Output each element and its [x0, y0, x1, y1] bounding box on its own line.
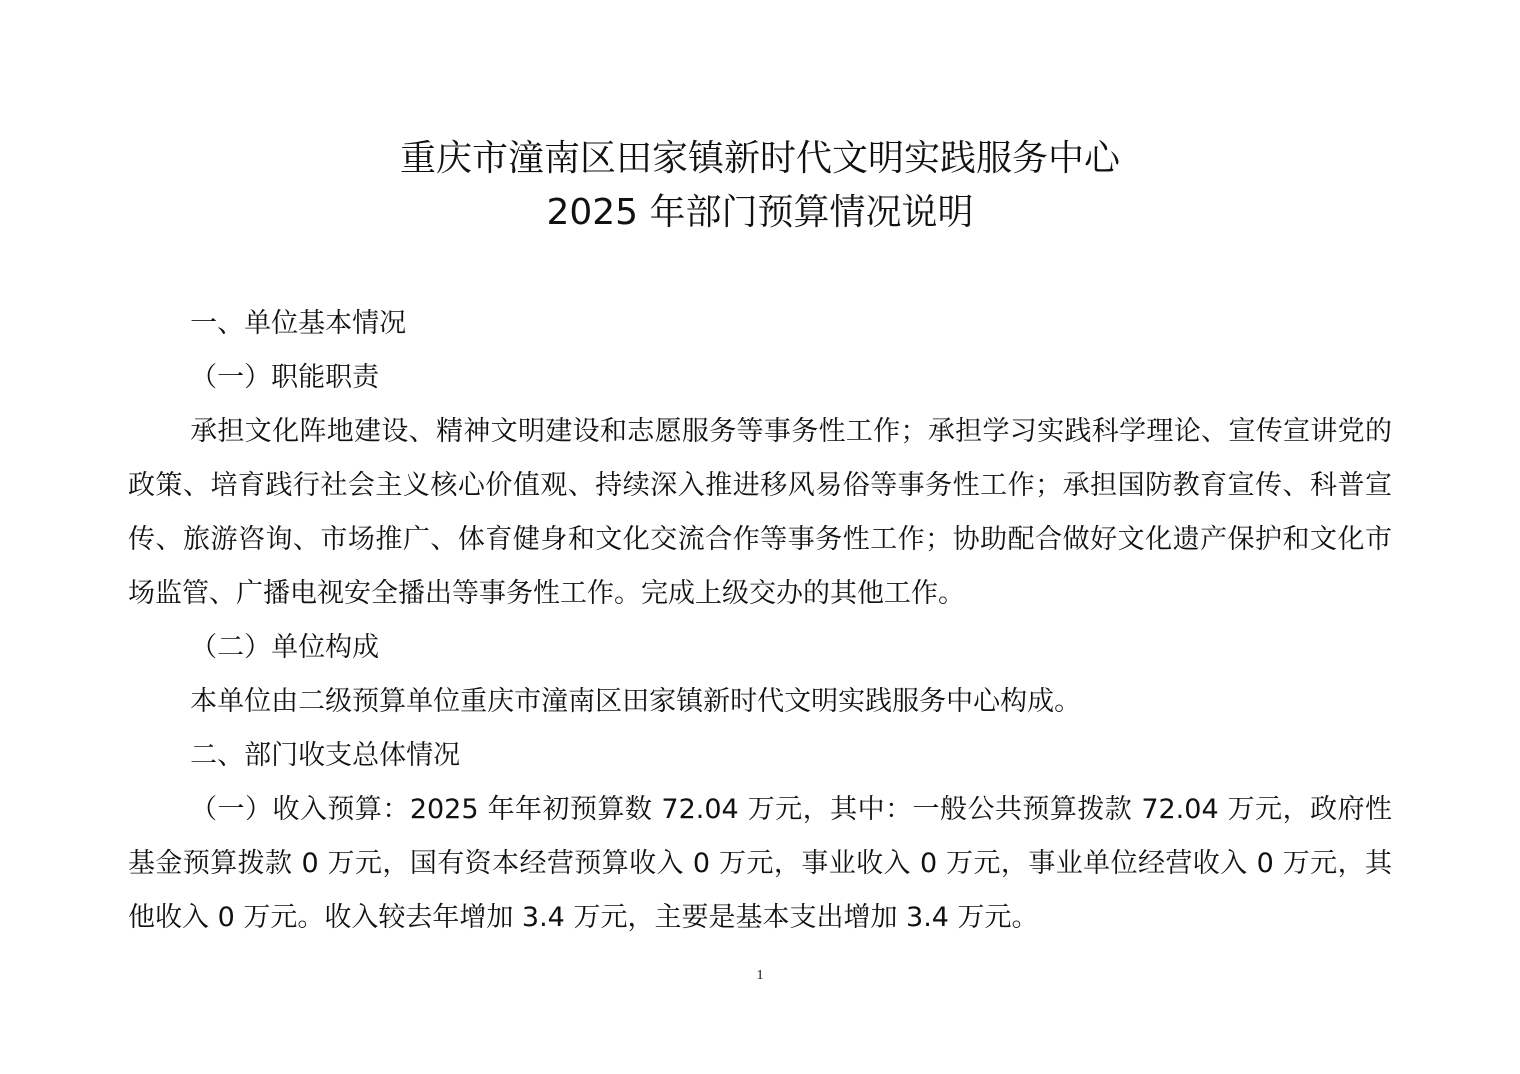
document-title — [0, 132, 1520, 240]
paragraph-composition: 本单位由二级预算单位重庆市潼南区田家镇新时代文明实践服务中心构成。 — [190, 686, 1082, 717]
paragraph-income-budget: （一）收入预算：2025 年年初预算数 72.04 万元，其中：一般公共预算拨款 72.04 万元，政府性基金预算拨款 0 万元，国有资本经营预算收入 0 万元，事业收入 0 万元，事业单位经营收入 0 万元，其他收入 0 万元。收入较去年增加 3.4 万元，主要是基本支出增加 3.4 万元。 — [128, 794, 1392, 933]
subsection-heading-duties: （一）职能职责 — [190, 362, 380, 393]
title-line-1: 重庆市潼南区田家镇新时代文明实践服务中心 — [399, 138, 1120, 179]
section-heading-budget-overview: 二、部门收支总体情况 — [190, 740, 461, 771]
paragraph-duties: 承担文化阵地建设、精神文明建设和志愿服务等事务性工作；承担学习实践科学理论、宣传宣讲党的政策、培育践行社会主义核心价值观、持续深入推进移风易俗等事务性工作；承担国防教育宣传、科普宣传、旅游咨询、市场推广、体育健身和文化交流合作等事务性工作；协助配合做好文化遗产保护和文化市场监管、广播电视安全播出等事务性工作。完成上级交办的其他工作。 — [128, 416, 1392, 609]
title-line-2: 2025 年部门预算情况说明 — [546, 192, 974, 233]
page-number: 1 — [756, 968, 764, 983]
document-body — [128, 297, 1392, 945]
section-heading-basic-info: 一、单位基本情况 — [190, 308, 407, 339]
subsection-heading-composition: （二）单位构成 — [190, 632, 380, 663]
